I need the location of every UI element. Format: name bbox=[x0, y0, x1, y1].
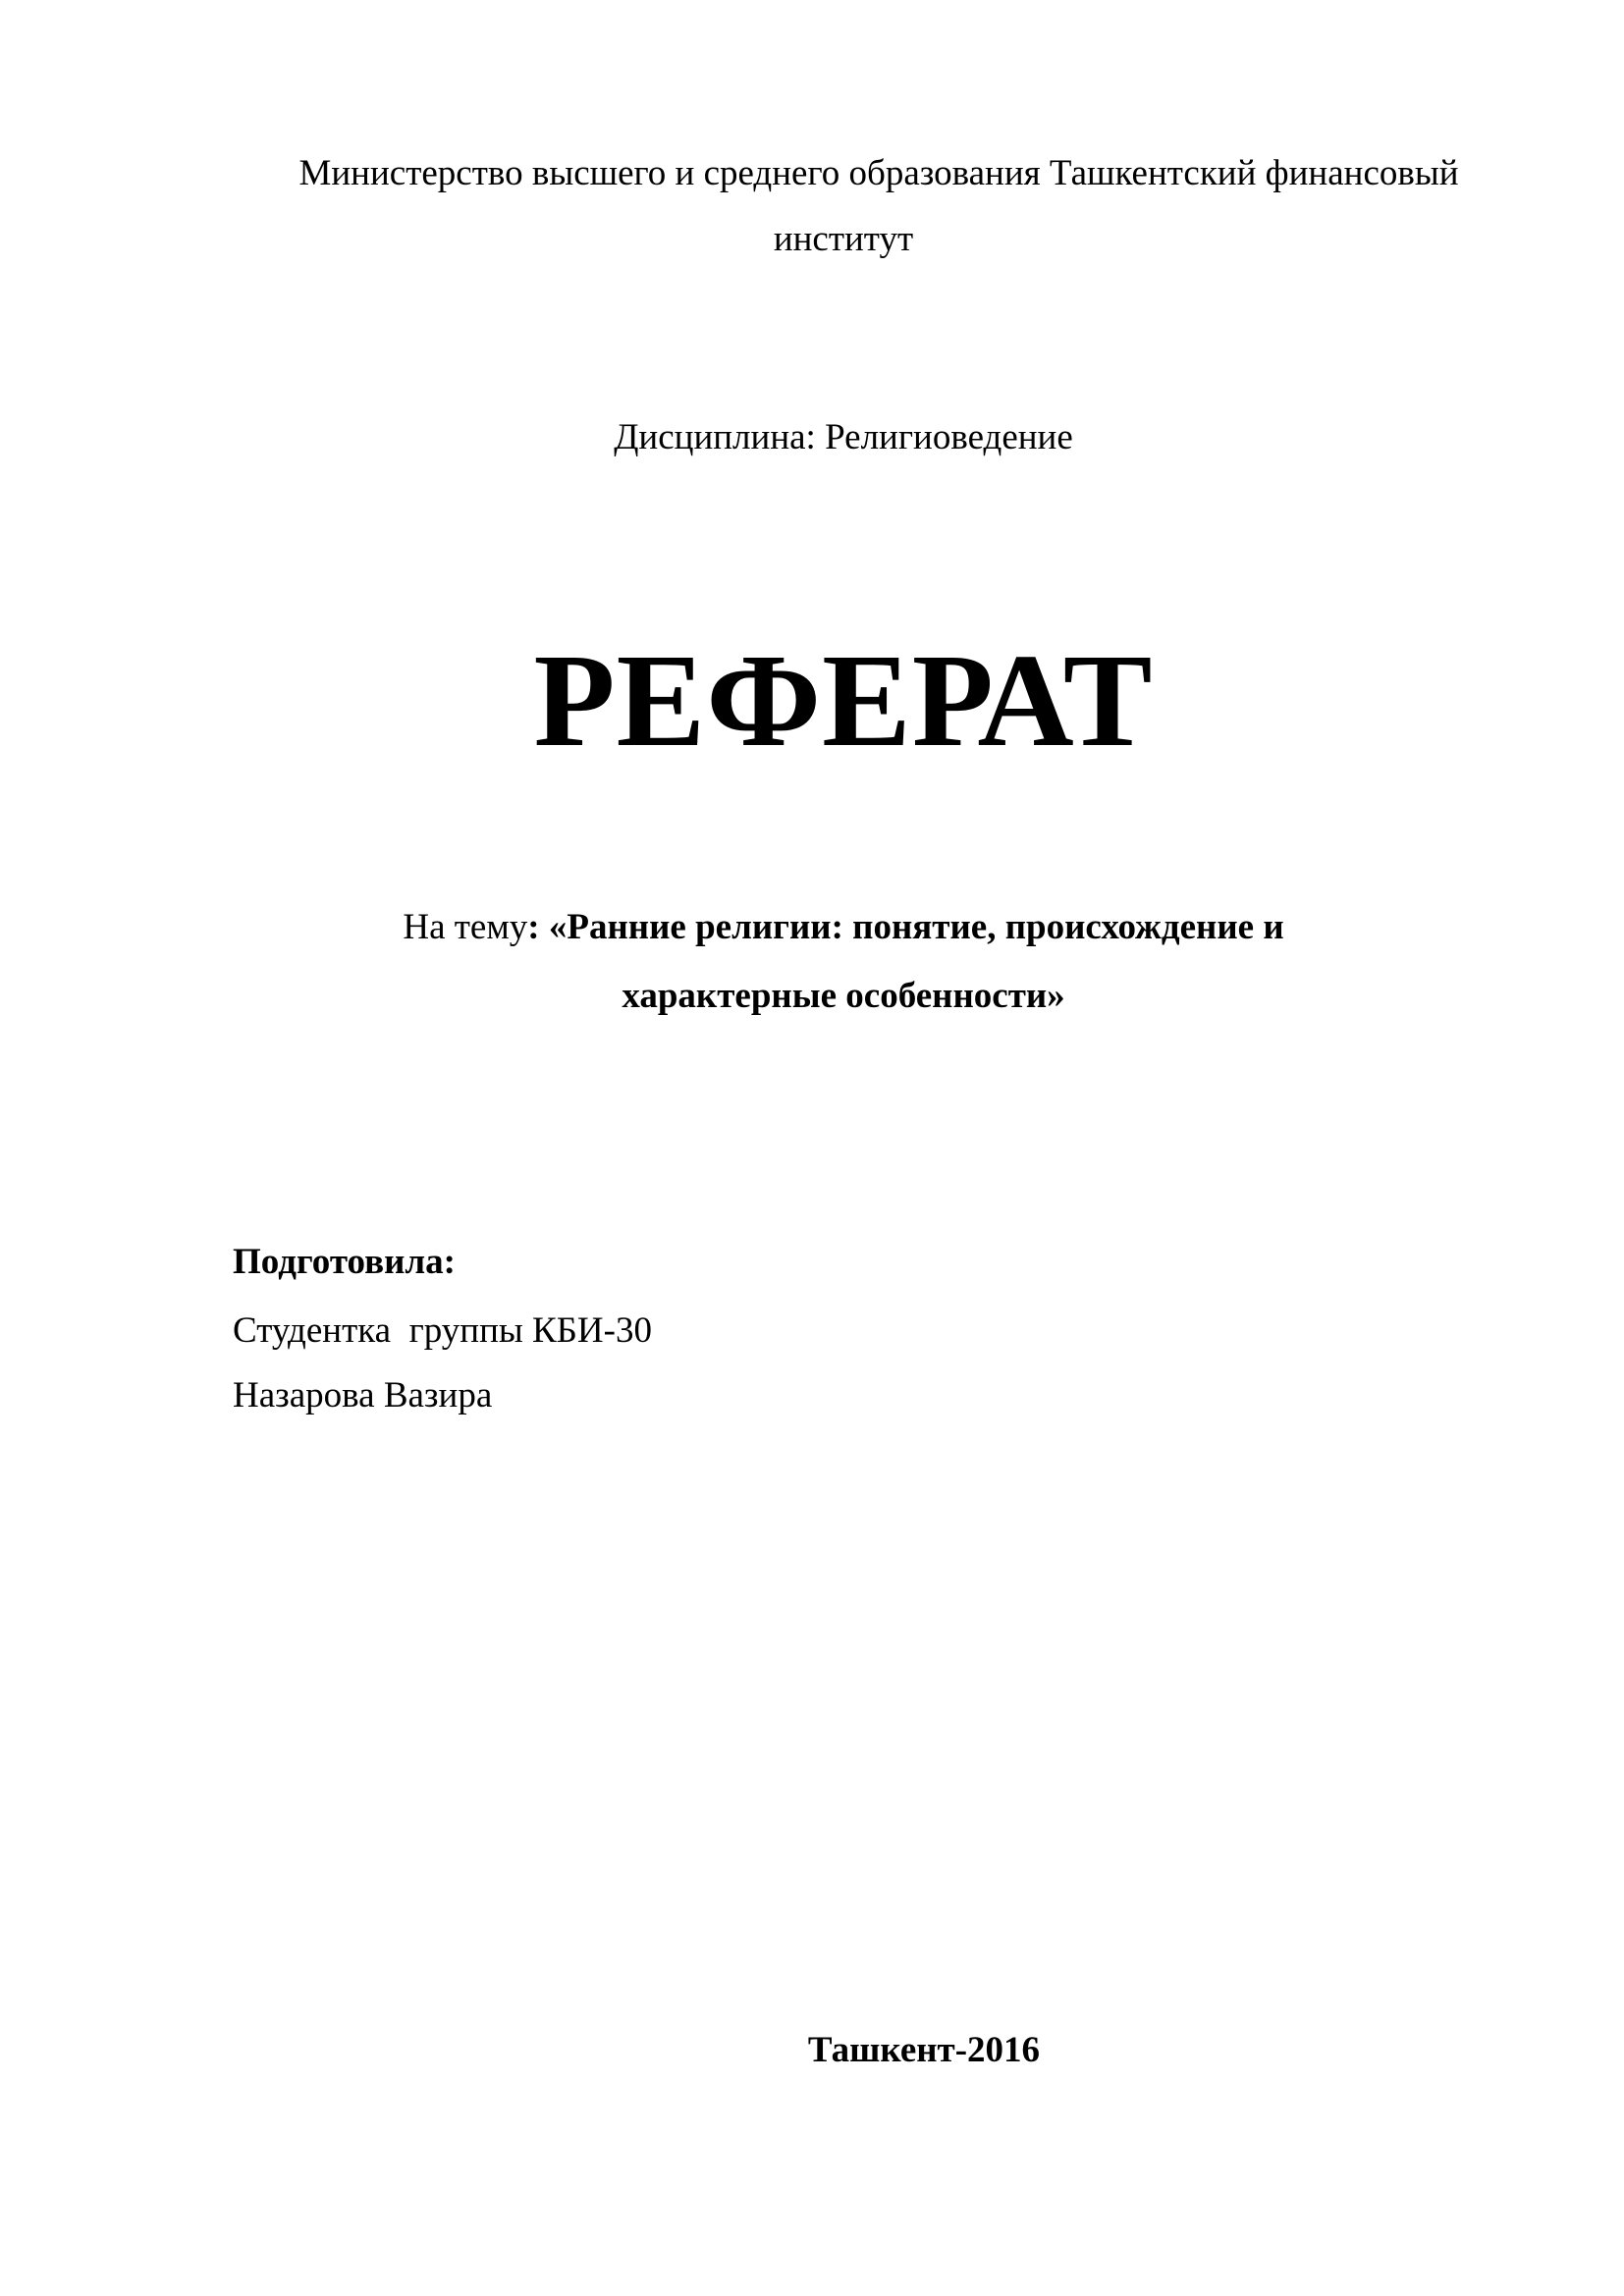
ministry-line-1: Министерство высшего и среднего образования Ташкентский финансовый bbox=[298, 153, 1459, 193]
document-title: РЕФЕРАТ bbox=[533, 627, 1154, 774]
ministry-line-2: институт bbox=[773, 219, 914, 259]
topic-title-part-2: характерные особенности» bbox=[622, 976, 1065, 1016]
prepared-by-label: Подготовила: bbox=[233, 1242, 456, 1282]
student-group-line: Студентка группы КБИ-30 bbox=[233, 1310, 652, 1351]
city-year: Ташкент-2016 bbox=[807, 2030, 1041, 2070]
topic-title-part-1: : «Ранние религии: понятие, происхождение и bbox=[527, 907, 1284, 947]
topic-line-1 bbox=[31, 906, 1624, 949]
topic-prefix: На тему bbox=[403, 907, 528, 947]
student-name: Назарова Вазира bbox=[233, 1375, 493, 1415]
discipline-line: Дисциплина: Религиоведение bbox=[614, 417, 1073, 457]
